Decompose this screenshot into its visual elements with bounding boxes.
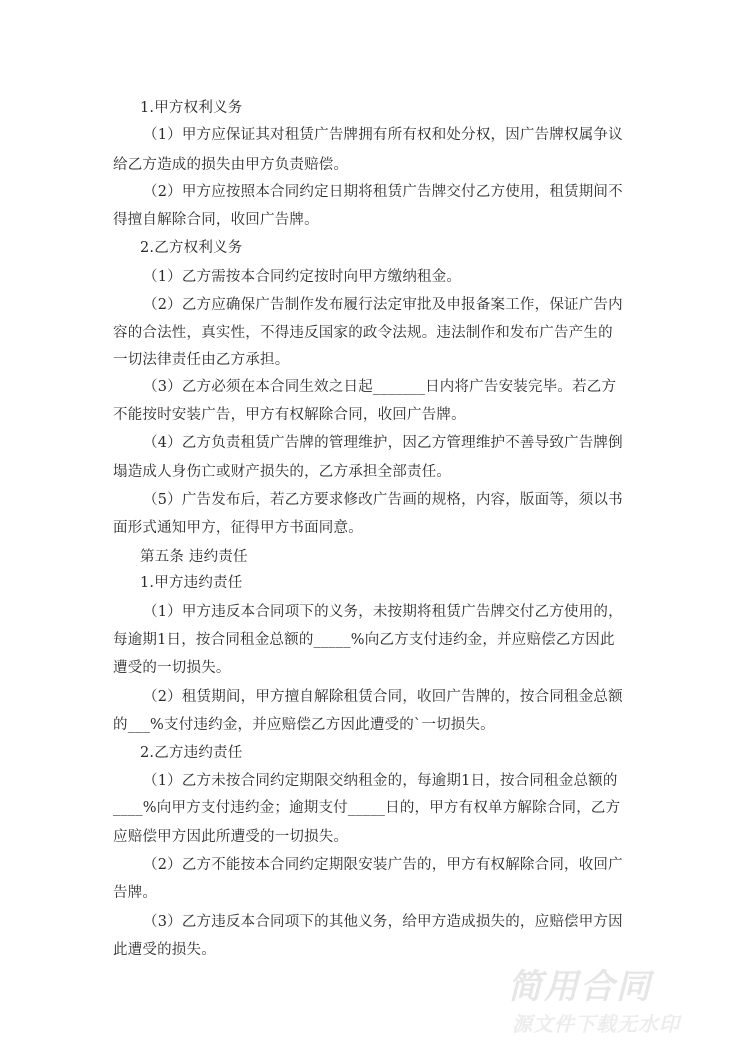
text-line: （2）乙方不能按本合同约定期限安装广告的，甲方有权解除合同，收回广 [143,857,623,873]
text-line: 面形式通知甲方，征得甲方书面同意。 [113,520,363,536]
text-line: （1）甲方违反本合同项下的义务，未按期将租赁广告牌交付乙方使用的， [143,604,623,620]
text-line: （2）乙方应确保广告制作发布履行法定审批及申报备案工作，保证广告内 [143,297,623,313]
text-line: （2）租赁期间，甲方擅自解除租赁合同，收回广告牌的，按合同租金总额 [143,689,623,705]
text-line: 一切法律责任由乙方承担。 [113,352,290,368]
text-line: 不能按时安装广告，甲方有权解除合同，收回广告牌。 [113,407,466,423]
text-line: （5）广告发布后，若乙方要求修改广告画的规格，内容，版面等，须以书 [143,492,623,508]
text-line: 此遭受的损失。 [113,942,216,958]
text-line: 遭受的一切损失。 [113,660,231,676]
text-line: 容的合法性，真实性，不得违反国家的政令法规。违法制作和发布广告产生的 [113,325,613,341]
text-line: 给乙方造成的损失由甲方负责赔偿。 [113,157,349,173]
text-line: 的___%支付违约金，并应赔偿乙方因此遭受的`一切损失。 [113,717,495,733]
text-line: 塌造成人身伤亡或财产损失的，乙方承担全部责任。 [113,464,452,480]
section-heading: 第五条 违约责任 [140,549,248,565]
section-heading: 1.甲方违约责任 [140,575,243,591]
watermark-subtitle: 源文件下载无水印 [512,1012,680,1036]
text-line: （1）乙方未按合同约定期限交纳租金的，每逾期1日，按合同租金总额的 [143,773,618,789]
text-line: （1）甲方应保证其对租赁广告牌拥有所有权和处分权，因广告牌权属争议 [143,127,623,143]
text-line: （1）乙方需按本合同约定按时向甲方缴纳租金。 [143,269,462,285]
text-line: 告牌。 [113,885,158,901]
text-line: （3）乙方必须在本合同生效之日起_______日内将广告安装完毕。若乙方 [143,379,617,395]
text-line: ____%向甲方支付违约金；逾期支付_____日的，甲方有权单方解除合同，乙方 [113,800,621,816]
text-line: （4）乙方负责租赁广告牌的管理维护，因乙方管理维护不善导致广告牌倒 [143,435,623,451]
text-line: 得擅自解除合同，收回广告牌。 [113,212,319,228]
section-heading: 1.甲方权利义务 [140,100,243,116]
section-heading: 2.乙方权利义务 [140,240,243,256]
text-line: 每逾期1日，按合同租金总额的_____%向乙方支付违约金，并应赔偿乙方因此 [113,632,615,648]
text-line: 应赔偿甲方因此所遭受的一切损失。 [113,829,349,845]
text-line: （2）甲方应按照本合同约定日期将租赁广告牌交付乙方使用，租赁期间不 [143,184,623,200]
watermark-title: 简用合同 [508,967,652,1007]
section-heading: 2.乙方违约责任 [140,745,243,761]
text-line: （3）乙方违反本合同项下的其他义务，给甲方造成损失的，应赔偿甲方因 [143,914,623,930]
